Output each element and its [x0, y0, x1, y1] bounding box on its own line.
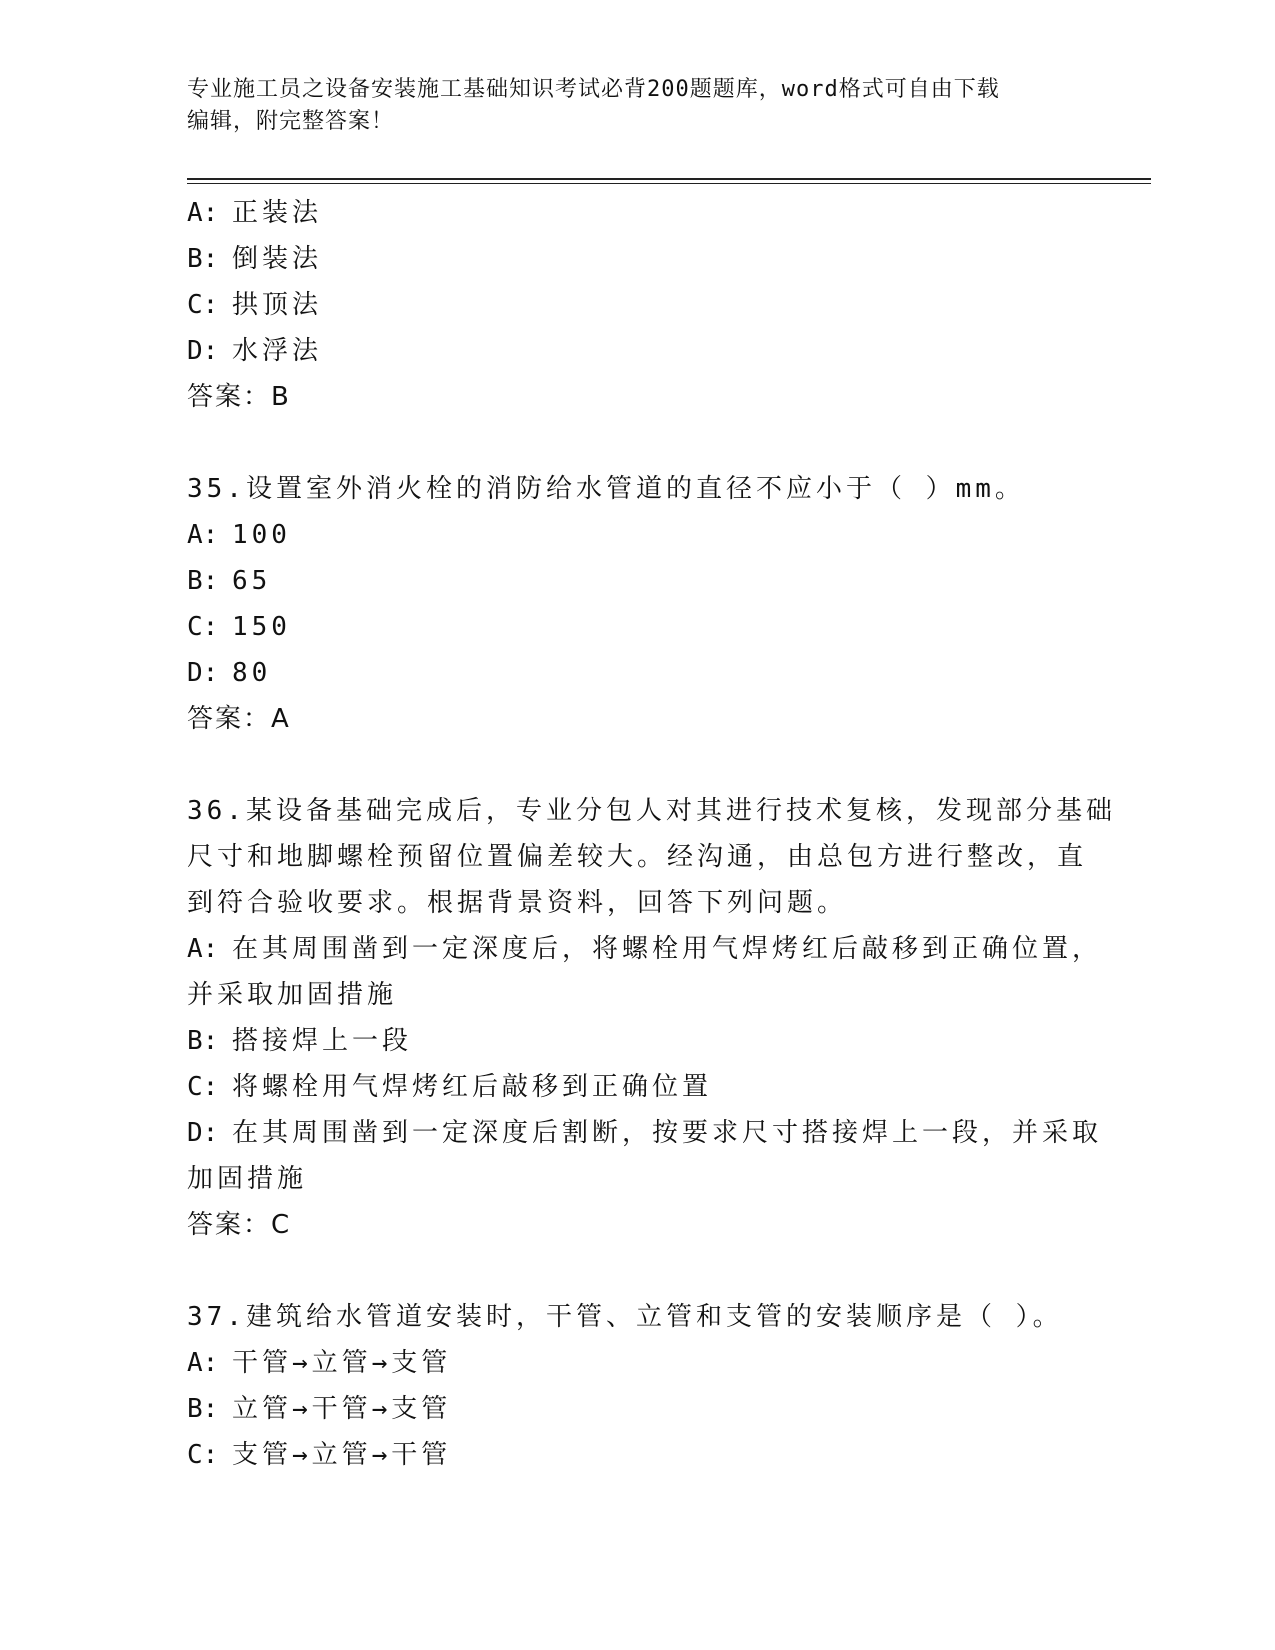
question-34-block — [187, 190, 1087, 420]
option-a: A: 干管→立管→支管 — [187, 1348, 452, 1378]
option-c: C: 拱顶法 — [187, 290, 323, 320]
option-c: C: 支管→立管→干管 — [187, 1440, 452, 1470]
option-d: D: 水浮法 — [187, 336, 323, 366]
question-text: 37.建筑给水管道安装时，干管、立管和支管的安装顺序是（ ）。 — [187, 1302, 1063, 1332]
header-title-line-2: 编辑，附完整答案！ — [187, 109, 395, 134]
option-d-continued: 加固措施 — [187, 1164, 308, 1194]
option-a: A: 在其周围凿到一定深度后，将螺栓用气焊烤红后敲移到正确位置， — [187, 934, 1103, 964]
question-text-line-2: 尺寸和地脚螺栓预留位置偏差较大。经沟通，由总包方进行整改，直 — [187, 842, 1088, 872]
header-divider-thin — [187, 183, 1151, 184]
option-a: A: 100 — [187, 520, 291, 550]
question-36-block — [187, 788, 1116, 1248]
question-text-line-1: 36.某设备基础完成后，专业分包人对其进行技术复核，发现部分基础 — [187, 796, 1116, 826]
option-b: B: 65 — [187, 566, 272, 596]
document-header — [187, 74, 1087, 138]
option-a: A: 正装法 — [187, 198, 323, 228]
header-divider-thick — [187, 178, 1151, 180]
question-35-block — [187, 466, 1087, 742]
option-b: B: 搭接焊上一段 — [187, 1026, 413, 1056]
answer-line: 答案：B — [187, 382, 291, 412]
option-c: C: 将螺栓用气焊烤红后敲移到正确位置 — [187, 1072, 713, 1102]
question-text: 35.设置室外消火栓的消防给水管道的直径不应小于（ ）mm。 — [187, 474, 1025, 504]
question-37-block — [187, 1294, 1087, 1478]
option-d: D: 在其周围凿到一定深度后割断，按要求尺寸搭接焊上一段，并采取 — [187, 1118, 1103, 1148]
option-c: C: 150 — [187, 612, 291, 642]
question-text-line-3: 到符合验收要求。根据背景资料，回答下列问题。 — [187, 888, 848, 918]
option-d: D: 80 — [187, 658, 272, 688]
header-title-line-1: 专业施工员之设备安装施工基础知识考试必背200题题库，word格式可自由下载 — [187, 77, 1000, 102]
option-b: B: 倒装法 — [187, 244, 323, 274]
option-b: B: 立管→干管→支管 — [187, 1394, 452, 1424]
answer-line: 答案：C — [187, 1210, 292, 1240]
question-list — [187, 190, 1116, 1478]
answer-line: 答案：A — [187, 704, 291, 734]
option-a-continued: 并采取加固措施 — [187, 980, 398, 1010]
